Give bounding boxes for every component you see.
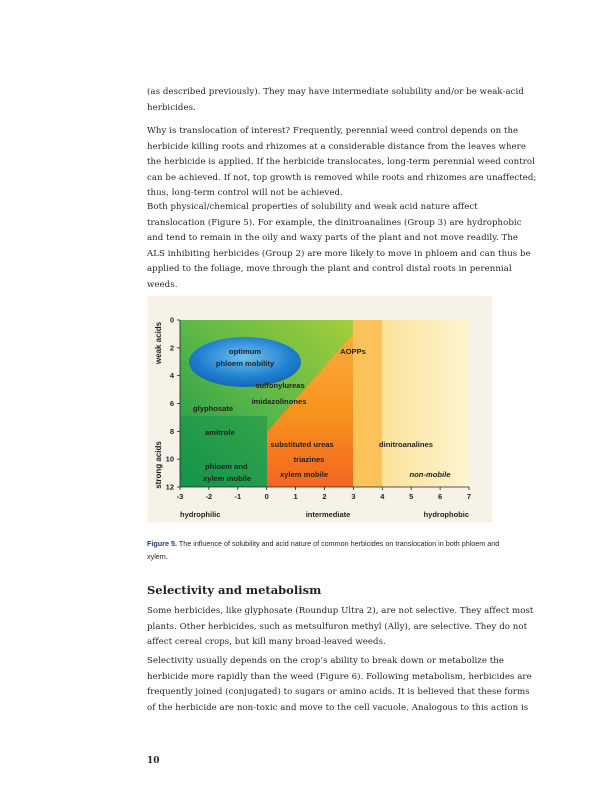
x-label-left: hydrophilic (180, 510, 221, 519)
translocation-chart (147, 296, 492, 523)
label-imidazolinones: imidazolinones (251, 397, 307, 406)
section-heading: Selectivity and metabolism (147, 583, 322, 597)
x-tick-label: -3 (176, 492, 184, 501)
page-number: 10 (147, 756, 160, 766)
body-paragraph-2: Why is translocation of interest? Frequently, perennial weed control depends on the herbicide killing roots and rhizomes at a considerable distance from the leaves where the herbicide is applied. If the herbicide translocates, long-term perennial weed control can be achieved. If not, top growth is removed while roots and rhizomes are unaffected; thus, long-term control will not be achieved. (147, 126, 537, 199)
label-non-mobile: non-mobile (409, 470, 451, 479)
y-tick-label: 12 (165, 482, 174, 492)
x-ticks (177, 487, 471, 501)
y-label-top: weak acids (154, 321, 163, 365)
x-tick-label: -1 (234, 492, 242, 501)
label-xylem-mobile: xylem mobile (279, 470, 329, 479)
label-aopps: AOPPs (340, 347, 366, 356)
body-paragraph-3: Both physical/chemical properties of solubility and weak acid nature affect translocation (Figure 5). For example, the dinitroanalines (Group 3) are hydrophobic and tend to remain in the oily and waxy parts of the plant and not move readily. The ALS inhibiting herbicides (Group 2) are more likely to move in phloem and can thus be applied to the foliage, move through the plant and control distal roots in perennial weeds. (147, 202, 531, 290)
y-tick-label: 10 (165, 454, 174, 464)
label-substituted-ureas: substituted ureas (270, 440, 334, 449)
x-label-mid: intermediate (305, 510, 351, 519)
label-phloem-and: phloem and (205, 462, 248, 471)
label-sulfonylureas: sulfonylureas (255, 381, 305, 390)
x-tick-label: 2 (322, 492, 327, 501)
x-tick-label: 7 (466, 492, 472, 501)
x-tick-label: 4 (380, 492, 385, 501)
figure-5 (147, 296, 492, 523)
y-tick-label: 4 (169, 371, 174, 381)
label-dinitroanalines: dinitroanalines (378, 440, 434, 449)
x-tick-label: 6 (438, 492, 443, 501)
non-mobile-region (382, 320, 469, 487)
x-label-right: hydrophobic (423, 510, 469, 519)
label-optimum: optimum (228, 347, 262, 356)
y-label-bottom: strong acids (154, 441, 163, 489)
y-tick-label: 6 (169, 399, 174, 408)
label-xylem-mobile-left: xylem mobile (203, 474, 252, 483)
x-tick-label: -2 (205, 492, 213, 501)
label-amitrole: amitrole (205, 428, 235, 437)
aopp-band-region (353, 320, 382, 487)
figure-caption (147, 537, 507, 563)
caption-label: Figure 5. (147, 539, 177, 548)
y-tick-label: 8 (169, 426, 174, 436)
caption-text: The influence of solubility and acid nature of common herbicides on translocation in both phloem and xylem. (147, 539, 500, 561)
body-paragraph-1: (as described previously). They may have intermediate solubility and/or be weak-acid herbicides. (147, 87, 524, 113)
x-tick-label: 5 (409, 492, 414, 501)
label-phloem-mobility: phloem mobility (215, 359, 275, 368)
x-tick-label: 3 (351, 492, 356, 501)
body-paragraph-5: Selectivity usually depends on the crop’s ability to break down or metabolize the herbicide more rapidly than the weed (Figure 6). Following metabolism, herbicides are frequently joined (conjugated) to sugars or amino acids. It is believed that these forms of the herbicide are non-toxic and move to the cell vacuole. Analogous to this action is (147, 656, 532, 713)
label-triazines: triazines (293, 455, 325, 464)
body-paragraph-4: Some herbicides, like glyphosate (Roundup Ultra 2), are not selective. They affect most plants. Other herbicides, such as metsulfuron methyl (Ally), are selective. They do not affect cereal crops, but kill many broad-leaved weeds. (147, 606, 534, 648)
y-tick-label: 0 (169, 315, 174, 325)
label-glyphosate: glyphosate (193, 404, 234, 413)
x-tick-label: 0 (264, 492, 269, 501)
y-tick-label: 2 (169, 343, 174, 353)
y-ticks (166, 316, 180, 492)
x-tick-label: 1 (293, 492, 298, 501)
